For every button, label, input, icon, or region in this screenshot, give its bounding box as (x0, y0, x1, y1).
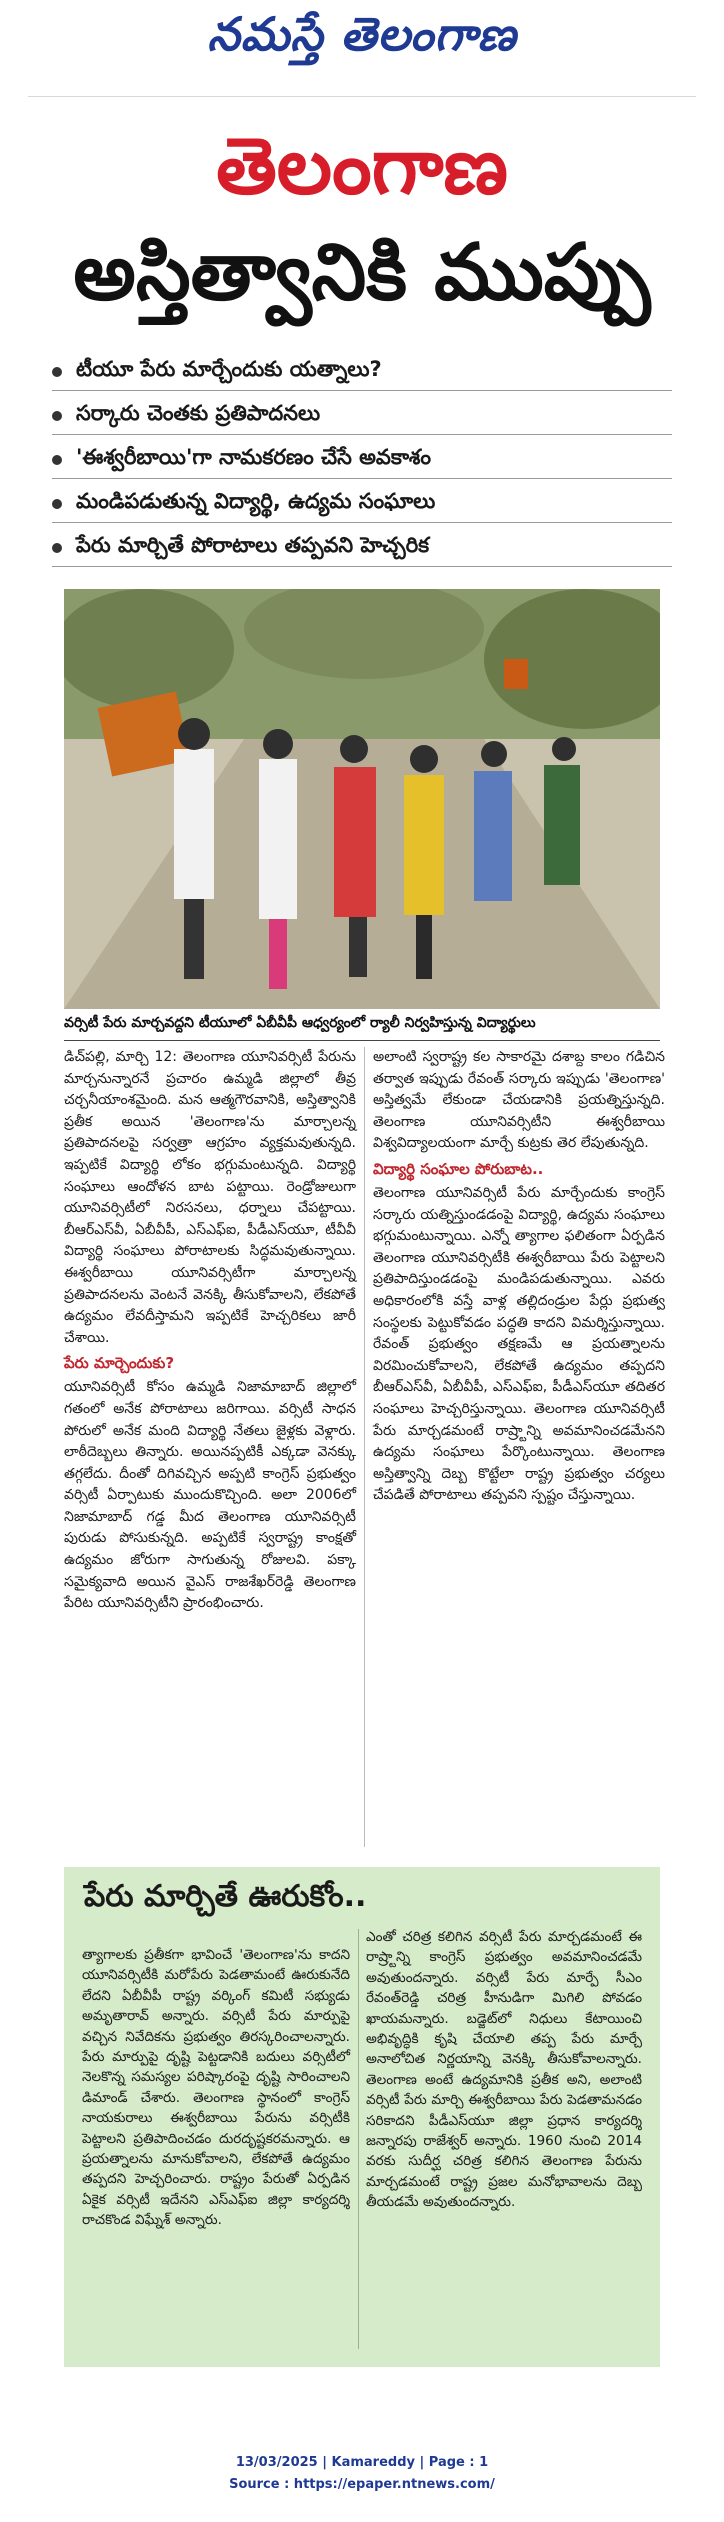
box-title: పేరు మార్చితే ఊరుకోం.. (84, 1879, 367, 1914)
headline-line-2: అస్తిత్వానికి ముప్పు (73, 228, 651, 318)
page-footer (0, 2452, 724, 2496)
masthead (0, 0, 724, 80)
box-column-2: ఎంతో చరిత్ర కలిగిన వర్సిటీ పేరు మార్చడమంటే ఈ రాష్ర్టాన్ని కాంగ్రెస్ ప్రభుత్వం అవమానించడమే అవుతుందన్నారు. వర్సిటీ పేరు మార్పే సీఎం రేవంత్‌రెడ్డి చరిత్ర హీనుడిగా మిగిలి పోవడం ఖాయమన్నారు. బడ్జెట్‌లో నిధులు కేటాయించి అభివృద్ధికి కృషి చేయాలి తప్ప పేరు మార్చే అనాలోచిత నిర్ణయాన్ని వెనక్కి తీసుకోవాలన్నారు. తెలంగాణ అంటే ఉద్యమానికి ప్రతీక అని, అలాంటి వర్సిటీ పేరు మార్చి ఈశ్వరీబాయి పేరు పెడతామనడం సరికాదని పీడీఎస్‌యూ జిల్లా ప్రధాన కార్యదర్శి జన్నారపు రాజేశ్వర్ అన్నారు. 1960 నుంచి 2014 వరకు సుదీర్ఘ చరిత్ర కలిగిన తెలంగాణ పేరును మార్చడమంటే రాష్ట్ర ప్రజల మనోభావాలను దెబ్బ తీయడమే అవుతుందన్నారు. (366, 1929, 642, 2211)
bullet-text: టీయూ పేరు మార్చేందుకు యత్నాలు? (76, 356, 382, 381)
bullet-dot-icon (52, 411, 62, 421)
bullet-dot-icon (52, 455, 62, 465)
bullet-item (52, 485, 672, 523)
bullet-dot-icon (52, 499, 62, 509)
bullet-item (52, 397, 672, 435)
bullet-text: పేరు మార్చితే పోరాటాలు తప్పవని హెచ్చరిక (76, 532, 430, 557)
source-link[interactable]: Source : https://epaper.ntnews.com/ (229, 2477, 495, 2492)
bullet-text: సర్కారు చెంతకు ప్రతిపాదనలు (76, 400, 321, 425)
photo-caption: వర్సిటీ పేరు మార్చవద్దని టీయూలో ఏబీవీపీ ఆధ్వర్యంలో ర్యాలీ నిర్వహిస్తున్న విద్యార్థులు (64, 1015, 660, 1041)
bullet-dot-icon (52, 543, 62, 553)
headline-line-1: తెలంగాణ (216, 122, 508, 212)
edition-info: 13/03/2025 | Kamareddy | Page : 1 (235, 2455, 489, 2470)
bullet-text: 'ఈశ్వరీబాయి'గా నామకరణం చేసే అవకాశం (76, 444, 432, 469)
bullet-text: మండిపడుతున్న విద్యార్థి, ఉద్యమ సంఘాలు (76, 488, 436, 513)
bullet-dot-icon (52, 367, 62, 377)
box-column-1: త్యాగాలకు ప్రతీకగా భావించే 'తెలంగాణ'ను కాదని యూనివర్సిటీకి మరోపేరు పెడతామంటే ఊరుకునేది లేదని ఏబీవీపీ రాష్ట్ర వర్కింగ్ కమిటీ సభ్యుడు అమృతారావ్ అన్నారు. వర్సిటీ పేరు మార్పుపై వచ్చిన నివేదికను ప్రభుత్వం తిరస్కరించాలన్నారు. పేరు మార్పుపై దృష్టి పెట్టడానికి బదులు వర్సిటీలో నెలకొన్న సమస్యల పరిష్కారంపై దృష్టి సారించాలని డిమాండ్ చేశారు. తెలంగాణ స్థానంలో కాంగ్రెస్ నాయకురాలు ఈశ్వరీబాయి పేరును వర్సిటీకి పెట్టాలని ప్రతిపాదించడం దురదృష్టకరమన్నారు. ఆ ప్రయత్నాలను మానుకోవాలని, లేకపోతే ఉద్యమం తప్పదని హెచ్చరించారు. రాష్ట్రం పేరుతో ఏర్పడిన ఏకైక వర్సిటీ ఇదేనని ఎస్‌ఎఫ్‌ఐ జిల్లా కార్యదర్శి రాచకొండ విఘ్నేశ్ అన్నారు. (82, 1947, 350, 2229)
article-column-1 (64, 1047, 356, 1615)
bullet-item (52, 529, 672, 567)
subheading: పేరు మార్చెందుకు? (64, 1354, 175, 1373)
article-paragraph: తెలంగాణ యూనివర్సిటీ పేరు మార్చేందుకు కాంగ్రెస్ సర్కారు యత్నిస్తుండడంపై విద్యార్థి, ఉద్యమ సంఘాలు భగ్గుమంటున్నాయి. ఎన్నో త్యాగాల ఫలితంగా ఏర్పడిన తెలంగాణ యూనివర్సిటీకి ఈశ్వరీబాయి పేరు పెట్టాలని ప్రతిపాదిస్తుండడంపై మండిపడుతున్నాయి. ఎవరు అధికారంలోకి వస్తే వాళ్ల తల్లిదండ్రుల పేర్లు ప్రభుత్వ సంస్థలకు పెట్టుకోవడం పద్ధతి కాదని విమర్శిస్తున్నాయి. రేవంత్ ప్రభుత్వం తక్షణమే ఆ ప్రయత్నాలను విరమించుకోవాలని, లేకపోతే ఉద్యమం తప్పదని బీఆర్‌ఎస్‌వీ, ఏబీవీపీ, ఎస్‌ఎఫ్‌ఐ, పీడీఎస్‌యూ తదితర సంఘాలు హెచ్చరిస్తున్నాయి. తెలంగాణ యూనివర్సిటీ పేరు మార్చడమంటే రాష్ర్టాన్ని అవమానించడమేనని ఉద్యమ సంఘాలు పేర్కొంటున్నాయి. తెలంగాణ అస్తిత్వాన్ని దెబ్బ కొట్టేలా రాష్ట్ర ప్రభుత్వం చర్యలు చేపడితే పోరాటాలు తప్పవని స్పష్టం చేస్తున్నాయి. (373, 1184, 665, 1504)
news-photo-rally (64, 589, 660, 1009)
article-paragraph: యూనివర్సిటీ కోసం ఉమ్మడి నిజామాబాద్ జిల్లాలో గతంలో అనేక పోరాటాలు జరిగాయి. వర్సిటీ సాధన పోరులో అనేక మంది విద్యార్థి నేతలు జైళ్లకు వెళ్లారు. లాఠీదెబ్బలు తిన్నారు. అయినప్పటికీ ఎక్కడా వెనక్కు తగ్గలేదు. దీంతో దిగివచ్చిన అప్పటి కాంగ్రెస్ ప్రభుత్వం వర్సిటీ ఏర్పాటుకు ముందుకొచ్చింది. అలా 2006లో నిజామాబాద్ గడ్డ మీద తెలంగాణ యూనివర్సిటీ పురుడు పోసుకున్నది. అప్పటికే స్వరాష్ట్ర కాంక్షతో ఉద్యమం జోరుగా సాగుతున్న రోజులవి. పక్కా సమైక్యవాది అయిన వైఎస్ రాజశేఖర్‌రెడ్డి తెలంగాణ పేరిట యూనివర్సిటీని ప్రారంభించారు. (64, 1379, 356, 1612)
column-divider (364, 1047, 365, 1847)
article-paragraph: అలాంటి స్వరాష్ట్ర కల సాకారమై దశాబ్ద కాలం గడిచిన తర్వాత ఇప్పుడు రేవంత్ సర్కారు ఇప్పుడు 'తెలంగాణ' అస్తిత్వమే లేకుండా చేయడానికి ప్రయత్నిస్తున్నది. తెలంగాణ యూనివర్సిటీని ఈశ్వరీబాయి విశ్వవిద్యాలయంగా మార్చే కుట్రకు తెర లేపుతున్నది. (373, 1049, 665, 1152)
box-column-divider (358, 1929, 359, 2349)
bullet-item (52, 441, 672, 479)
subheading: విద్యార్థి సంఘాల పోరుబాట.. (373, 1159, 544, 1178)
news-clipping (28, 96, 696, 2426)
newspaper-logo: నమస్తే తెలంగాణ (207, 7, 517, 61)
rally-photo-illustration (64, 589, 660, 1009)
highlight-bullets (52, 353, 672, 573)
sidebar-box (64, 1867, 660, 2367)
article-column-2 (373, 1047, 665, 1507)
bullet-item (52, 353, 672, 391)
article-paragraph: డిచ్‌పల్లి, మార్చి 12: తెలంగాణ యూనివర్సిటీ పేరును మార్చనున్నారనే ప్రచారం ఉమ్మడి జిల్లాలో తీవ్ర చర్చనీయాంశమైంది. మన ఆత్మగౌరవానికి, అస్తిత్వానికి ప్రతీక అయిన 'తెలంగాణ'ను మార్చాలన్న ప్రతిపాదనలపై సర్వత్రా ఆగ్రహం వ్యక్తమవుతున్నది. ఇప్పటికే విద్యార్థి లోకం భగ్గుమంటున్నది. విద్యార్థి సంఘాలు ఆందోళన బాట పట్టాయి. రెండ్రోజులుగా యూనివర్సిటీలో నిరసనలు, ధర్నాలు చేపట్టాయి. బీఆర్‌ఎస్‌వీ, ఏబీవీపీ, ఎస్‌ఎఫ్‌ఐ, పీడీఎస్‌యూ, టీవీవీ విద్యార్థి సంఘాలు పోరాటాలకు సిద్ధమవుతున్నాయి. ఈశ్వరీబాయి యూనివర్సిటీగా మార్చాలన్న ప్రతిపాదనలను వెంటనే వెనక్కి తీసుకోవాలని, లేకపోతే ఉద్యమం లేవదీస్తామని ఇప్పటికే హెచ్చరికలు జారీ చేశాయి. (64, 1049, 356, 1346)
